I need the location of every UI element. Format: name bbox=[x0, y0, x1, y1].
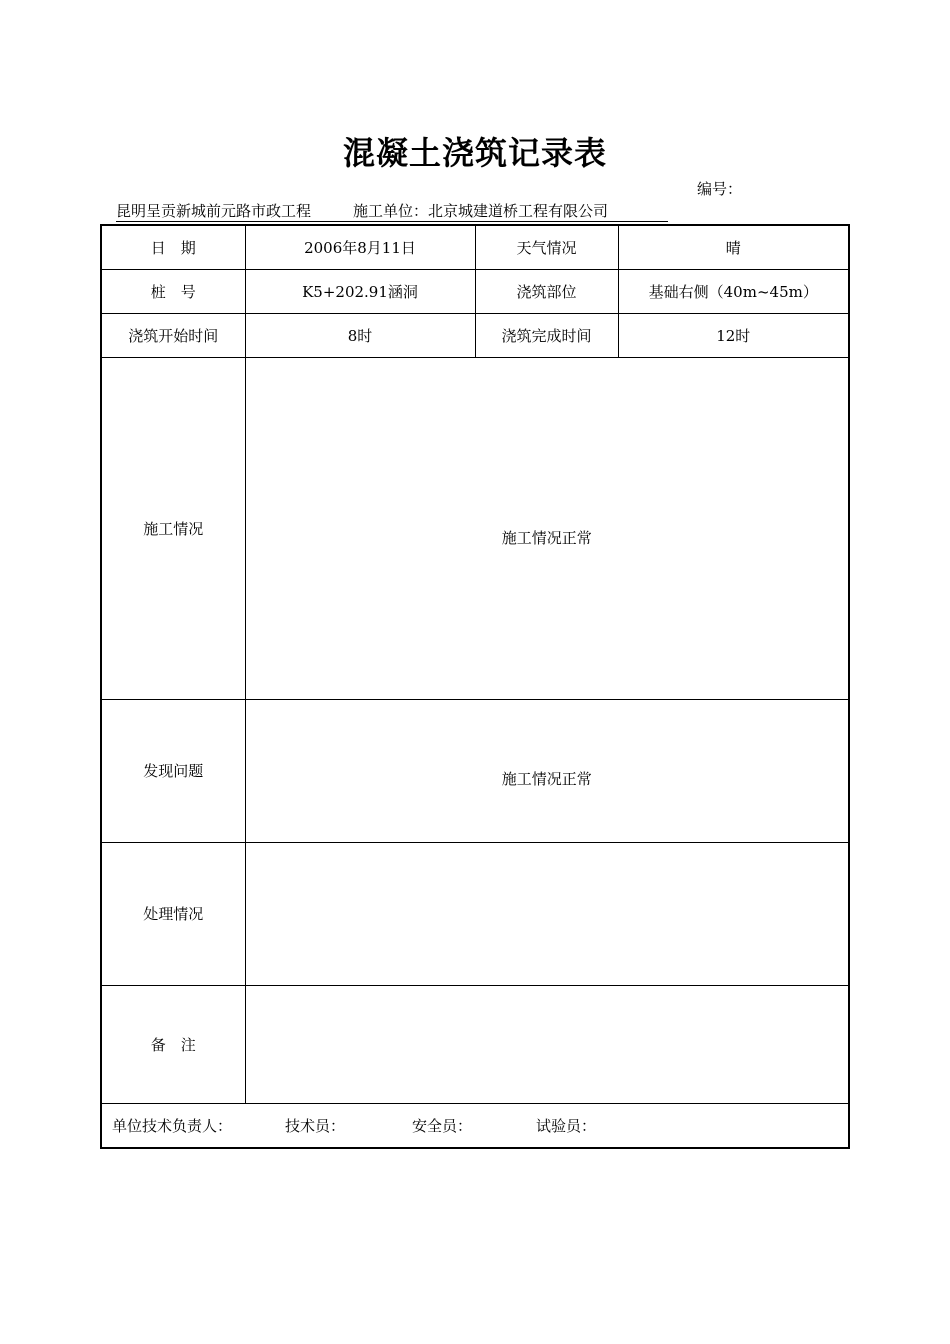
table-row bbox=[101, 269, 849, 313]
problem-cell bbox=[245, 699, 849, 842]
tester-label: 试验员： bbox=[536, 1116, 597, 1135]
construction-value: 施工情况正常 bbox=[501, 528, 592, 547]
project-name: 昆明呈贡新城前元路市政工程 bbox=[116, 202, 312, 220]
table-row bbox=[101, 699, 849, 842]
table-row bbox=[101, 225, 849, 269]
problem-value: 施工情况正常 bbox=[501, 770, 592, 788]
pile-label: 桩 号 bbox=[101, 269, 245, 313]
handling-value bbox=[245, 842, 849, 985]
remark-value bbox=[245, 985, 849, 1103]
signature-row bbox=[101, 1103, 849, 1148]
table-row bbox=[101, 313, 849, 357]
signature-cell bbox=[101, 1103, 849, 1148]
date-label: 日 期 bbox=[101, 225, 245, 269]
remark-label: 备 注 bbox=[101, 985, 245, 1103]
end-time-label: 浇筑完成时间 bbox=[475, 313, 618, 357]
construction-cell bbox=[245, 357, 849, 699]
table-row bbox=[101, 985, 849, 1103]
page-title: 混凝土浇筑记录表 bbox=[342, 134, 607, 172]
weather-label: 天气情况 bbox=[475, 225, 618, 269]
problem-label: 发现问题 bbox=[101, 699, 245, 842]
start-time-value: 8时 bbox=[245, 313, 475, 357]
pile-value: K5+202.91涵洞 bbox=[245, 269, 475, 313]
weather-value: 晴 bbox=[618, 225, 849, 269]
construction-label: 施工情况 bbox=[101, 357, 245, 699]
tech-lead-label: 单位技术负责人： bbox=[112, 1116, 233, 1135]
pour-part-value: 基础右侧（40m~45m） bbox=[618, 269, 849, 313]
record-table bbox=[100, 224, 850, 1149]
handling-label: 处理情况 bbox=[101, 842, 245, 985]
pour-part-label: 浇筑部位 bbox=[475, 269, 618, 313]
header-line bbox=[116, 202, 668, 222]
start-time-label: 浇筑开始时间 bbox=[101, 313, 245, 357]
table-row bbox=[101, 842, 849, 985]
safety-officer-label: 安全员： bbox=[412, 1116, 473, 1135]
end-time-value: 12时 bbox=[618, 313, 849, 357]
construction-unit: 施工单位：北京城建道桥工程有限公司 bbox=[353, 202, 609, 220]
date-value: 2006年8月11日 bbox=[245, 225, 475, 269]
doc-number-label: 编号： bbox=[697, 180, 743, 198]
table-row bbox=[101, 357, 849, 699]
technician-label: 技术员： bbox=[285, 1116, 346, 1135]
